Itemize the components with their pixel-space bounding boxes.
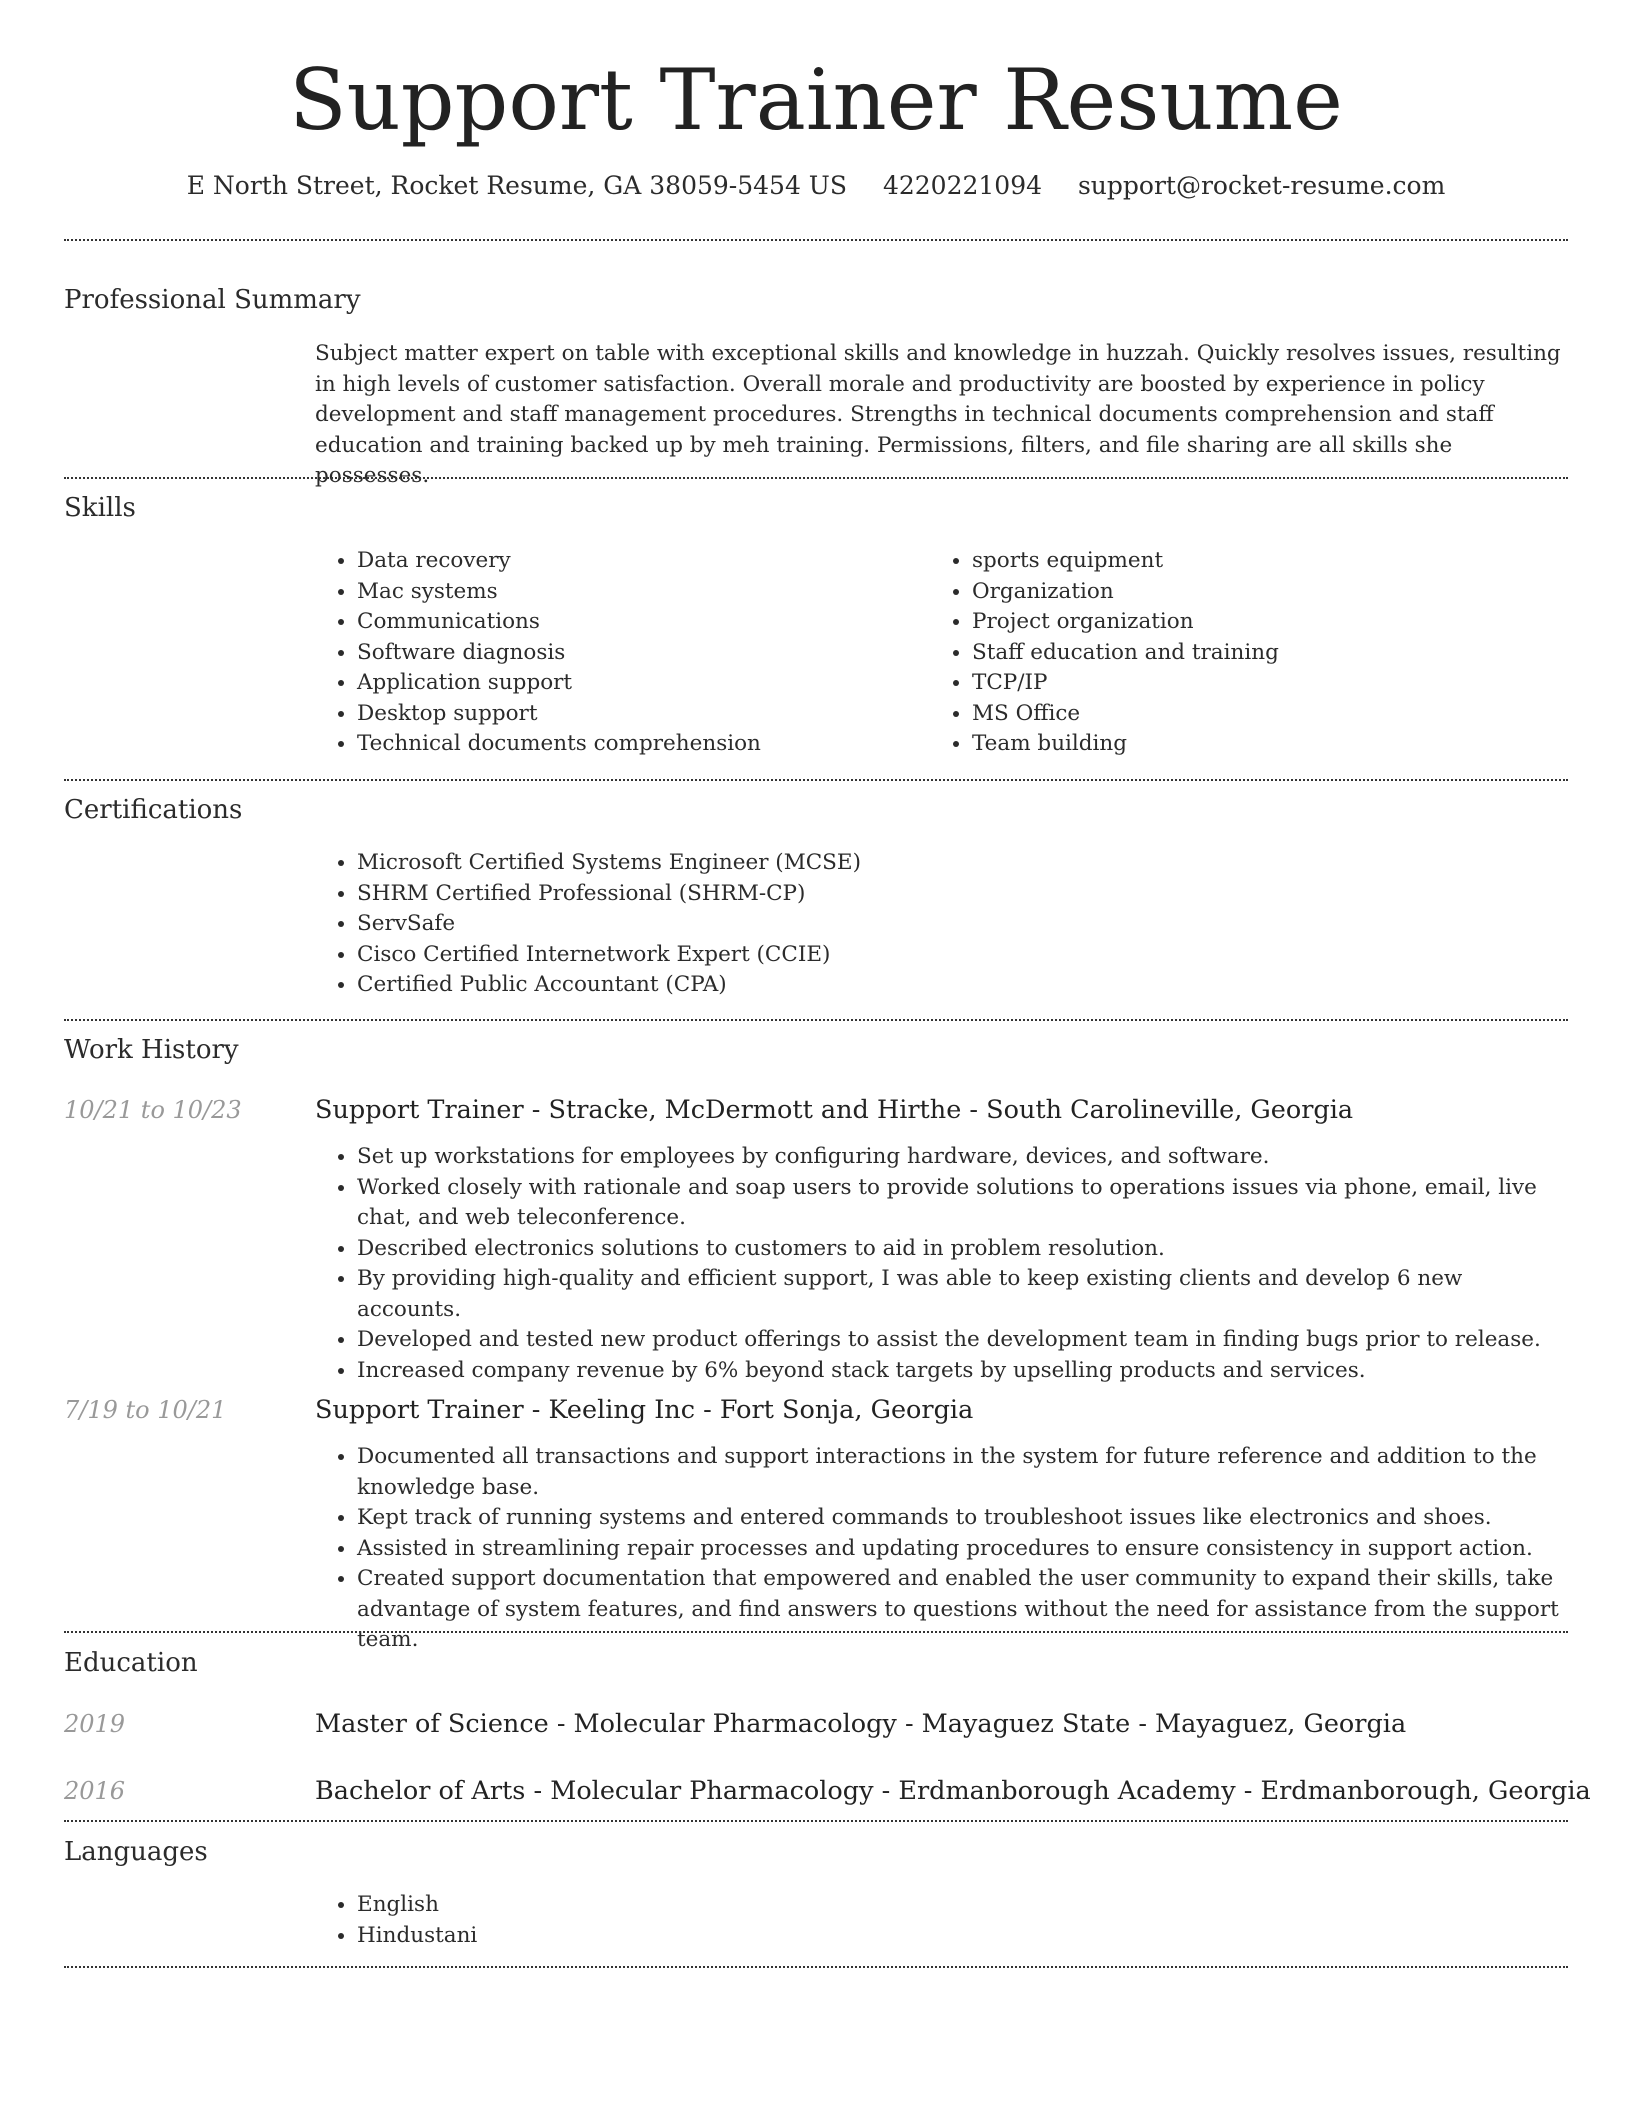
- list-item: • Software diagnosis: [357, 638, 917, 669]
- list-item: • Team building: [972, 729, 1572, 760]
- list-item: • Technical documents comprehension: [357, 729, 917, 760]
- job-bullets: [313, 1442, 1568, 1656]
- contact-phone: 4220221094: [882, 171, 1043, 200]
- section-heading-education: Education: [64, 1648, 198, 1678]
- list-item: • Worked closely with rationale and soap users to provide solutions to operations issues via phone, email, live chat, and web teleconference.: [357, 1173, 1568, 1234]
- list-item: • SHRM Certified Professional (SHRM-CP): [357, 879, 1557, 910]
- list-item: • By providing high-quality and efficient support, I was able to keep existing clients and develop 6 new accounts.: [357, 1264, 1568, 1325]
- contact-line: [0, 168, 1632, 204]
- divider: [64, 1966, 1568, 1968]
- resume-title: Support Trainer Resume: [289, 51, 1343, 149]
- list-item: • Desktop support: [357, 699, 917, 730]
- list-item: • Certified Public Accountant (CPA): [357, 970, 1557, 1001]
- list-item: • Assisted in streamlining repair processes and updating procedures to ensure consistency in support action.: [357, 1534, 1568, 1565]
- list-item: • Mac systems: [357, 577, 917, 608]
- section-heading-languages: Languages: [64, 1837, 208, 1867]
- section-heading-summary: Professional Summary: [64, 285, 361, 315]
- list-item: • Organization: [972, 577, 1572, 608]
- list-item: • English: [357, 1890, 957, 1921]
- divider: [64, 1631, 1568, 1633]
- contact-address: E North Street, Rocket Resume, GA 38059-5454 US: [186, 171, 847, 200]
- list-item: • Described electronics solutions to customers to aid in problem resolution.: [357, 1234, 1568, 1265]
- job-dates: 7/19 to 10/21: [64, 1396, 227, 1424]
- list-item: • TCP/IP: [972, 668, 1572, 699]
- list-item: • Increased company revenue by 6% beyond stack targets by upselling products and services.: [357, 1356, 1568, 1387]
- education-year: 2016: [64, 1777, 126, 1805]
- list-item: • Data recovery: [357, 546, 917, 577]
- list-item: • Created support documentation that empowered and enabled the user community to expand their skills, take advantage of system features, and find answers to questions without the need for assistance from the support team.: [357, 1564, 1568, 1656]
- list-item: • Application support: [357, 668, 917, 699]
- summary-text: Subject matter expert on table with exceptional skills and knowledge in huzzah. Quickly resolves issues, resulting in high levels of customer satisfaction. Overall morale and productivity are boosted by experience in policy development and staff management procedures. Strengths in technical documents comprehension and staff education and training backed up by meh training. Permissions, filters, and file sharing are all skills she possesses.: [315, 341, 1561, 488]
- divider: [64, 477, 1568, 479]
- list-item: • Project organization: [972, 607, 1572, 638]
- job-title: Support Trainer - Keeling Inc - Fort Sonja, Georgia: [315, 1395, 974, 1425]
- list-item: • Documented all transactions and support interactions in the system for future reference and addition to the knowledge base.: [357, 1442, 1568, 1503]
- section-heading-skills: Skills: [64, 493, 136, 523]
- section-heading-certifications: Certifications: [64, 795, 243, 825]
- list-item: • sports equipment: [972, 546, 1572, 577]
- job-dates: 10/21 to 10/23: [64, 1096, 242, 1124]
- job-title: Support Trainer - Stracke, McDermott and Hirthe - South Carolineville, Georgia: [315, 1095, 1354, 1125]
- list-item: • ServSafe: [357, 909, 1557, 940]
- list-item: • Hindustani: [357, 1921, 957, 1952]
- job-bullets: [313, 1142, 1568, 1386]
- divider: [64, 1820, 1568, 1822]
- certifications-list: [313, 848, 1557, 1001]
- list-item: • Staff education and training: [972, 638, 1572, 669]
- divider: [64, 239, 1568, 241]
- education-entry: Master of Science - Molecular Pharmacology - Mayaguez State - Mayaguez, Georgia: [315, 1709, 1407, 1739]
- section-heading-work-history: Work History: [64, 1035, 239, 1065]
- list-item: • Cisco Certified Internetwork Expert (CCIE): [357, 940, 1557, 971]
- list-item: • Set up workstations for employees by configuring hardware, devices, and software.: [357, 1142, 1568, 1173]
- list-item: • Communications: [357, 607, 917, 638]
- contact-email: support@rocket-resume.com: [1077, 171, 1446, 200]
- list-item: • Microsoft Certified Systems Engineer (MCSE): [357, 848, 1557, 879]
- list-item: • MS Office: [972, 699, 1572, 730]
- skills-list-left: [313, 546, 917, 760]
- divider: [64, 779, 1568, 781]
- list-item: • Kept track of running systems and entered commands to troubleshoot issues like electronics and shoes.: [357, 1503, 1568, 1534]
- skills-list-right: [928, 546, 1572, 760]
- languages-list: [313, 1890, 957, 1951]
- education-entry: Bachelor of Arts - Molecular Pharmacology - Erdmanborough Academy - Erdmanborough, Georgia: [315, 1776, 1591, 1806]
- list-item: • Developed and tested new product offerings to assist the development team in finding bugs prior to release.: [357, 1325, 1568, 1356]
- divider: [64, 1019, 1568, 1021]
- education-year: 2019: [64, 1710, 126, 1738]
